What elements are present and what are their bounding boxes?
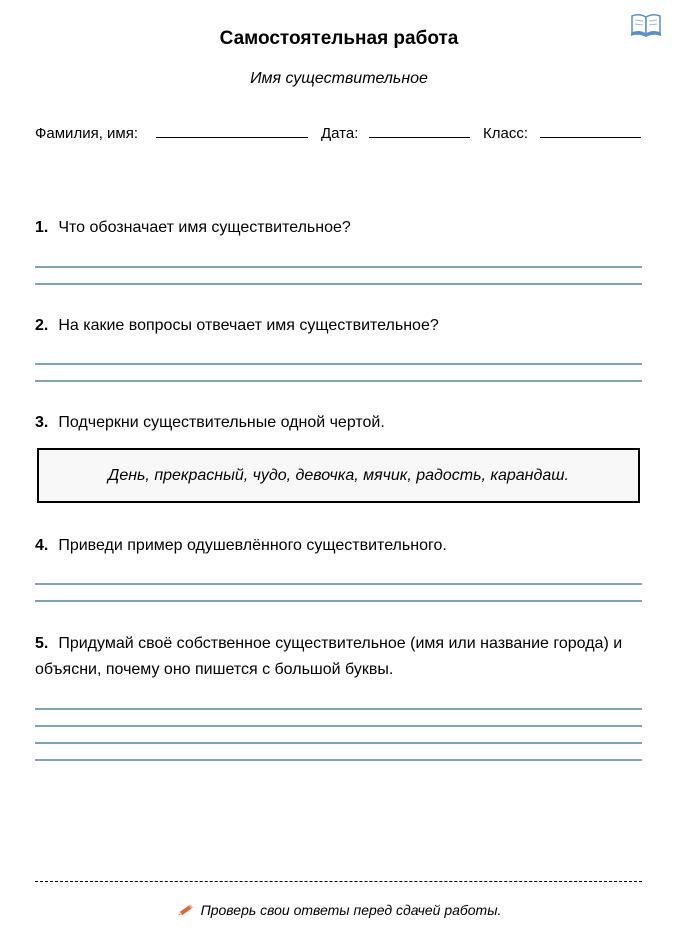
question-number: 1.: [35, 219, 49, 236]
question-number: 5.: [35, 635, 49, 652]
class-field[interactable]: [540, 137, 641, 138]
answer-line[interactable]: [35, 583, 642, 585]
word-list[interactable]: День, прекрасный, чудо, девочка, мячик, радость, карандаш.: [108, 466, 569, 484]
date-label: Дата:: [321, 125, 359, 142]
question-number: 3.: [35, 414, 49, 431]
page-title: Самостоятельная работа: [219, 28, 459, 49]
question-1: [35, 215, 645, 241]
question-number: 4.: [35, 537, 49, 554]
question-number: 2.: [35, 317, 49, 334]
question-5: [35, 631, 645, 683]
pencil-icon: [177, 903, 195, 917]
name-label: Фамилия, имя:: [35, 125, 139, 142]
question-text: Придумай своё собственное существительное (имя или название города) и объясни, почему оно пишется с большой буквы.: [35, 635, 623, 678]
answer-line[interactable]: [35, 283, 642, 285]
date-field[interactable]: [369, 137, 470, 138]
page-subtitle: Имя существительное: [250, 70, 428, 87]
answer-line[interactable]: [35, 725, 642, 727]
question-text: Приведи пример одушевлённого существительного.: [58, 537, 447, 554]
class-label: Класс:: [483, 125, 528, 142]
footer-divider: [35, 881, 642, 882]
footer-note: [0, 902, 678, 918]
question-2: [35, 313, 645, 339]
answer-line[interactable]: [35, 759, 642, 761]
answer-line[interactable]: [35, 363, 642, 365]
answer-line[interactable]: [35, 266, 642, 268]
answer-line[interactable]: [35, 380, 642, 382]
word-list-box: [37, 448, 640, 503]
question-text: На какие вопросы отвечает имя существительное?: [58, 317, 439, 334]
question-3: [35, 410, 645, 436]
answer-line[interactable]: [35, 742, 642, 744]
name-field[interactable]: [156, 137, 308, 138]
question-text: Подчеркни существительные одной чертой.: [58, 414, 385, 431]
footer-note-text: Проверь свои ответы перед сдачей работы.: [200, 902, 502, 918]
question-4: [35, 533, 645, 559]
question-text: Что обозначает имя существительное?: [58, 219, 351, 236]
answer-line[interactable]: [35, 708, 642, 710]
book-icon: [630, 12, 662, 38]
answer-line[interactable]: [35, 600, 642, 602]
